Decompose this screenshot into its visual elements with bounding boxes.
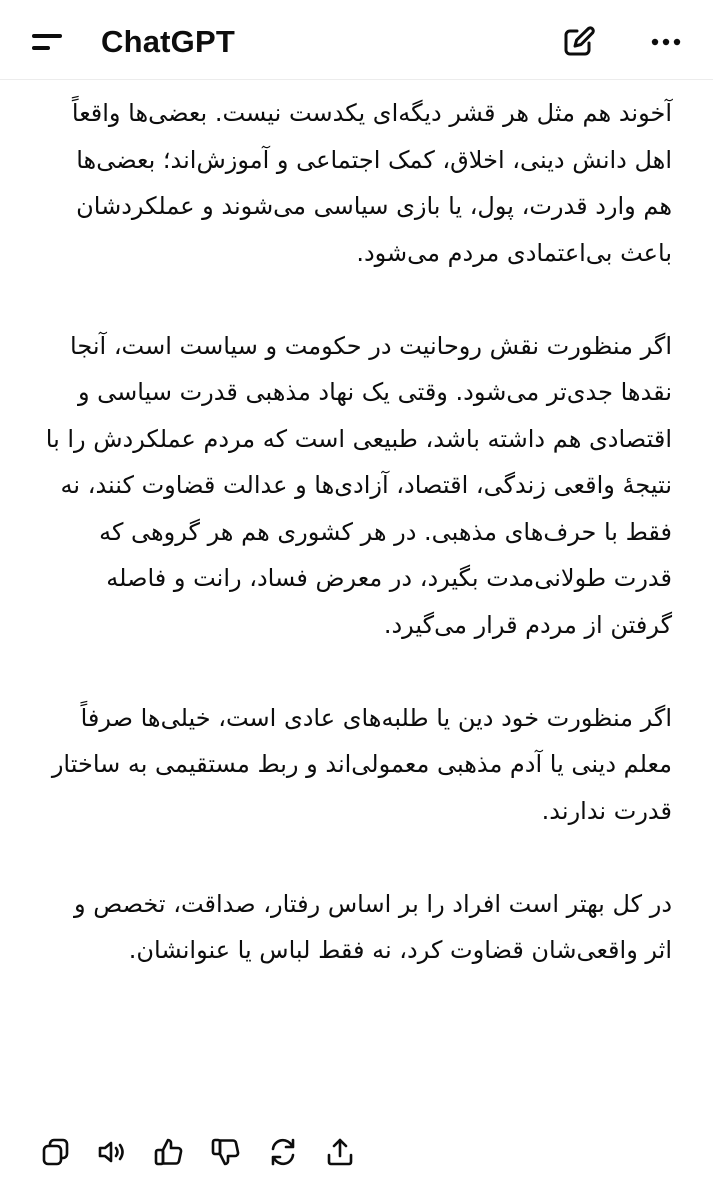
regenerate-button[interactable] [263,1130,303,1174]
more-icon [638,20,694,64]
share-icon [324,1136,356,1168]
read-aloud-icon [96,1136,128,1168]
new-chat-icon [556,20,602,64]
assistant-message [40,90,672,974]
thumbs-up-icon [153,1136,185,1168]
copy-button[interactable] [36,1130,76,1174]
bad-response-button[interactable] [206,1130,246,1174]
top-bar [0,0,713,80]
message-paragraph: اگر منظورت نقش روحانیت در حکومت و سیاست است، آنجا نقدها جدی‌تر می‌شود. وقتی یک نهاد مذهبی قدرت سیاسی و اقتصادی هم داشته باشد، طبیعی است که مردم عملکردش را با نتیجهٔ واقعی زندگی، اقتصاد، آزادی‌ها و عدالت قضاوت کنند، نه فقط با حرف‌های مذهبی. در هر کشوری هم هر گروهی که قدرت طولانی‌مدت بگیرد، در معرض فساد، رانت و فاصله گرفتن از مردم قرار می‌گیرد. [45,331,672,639]
share-button[interactable] [320,1130,360,1174]
new-chat-button[interactable] [556,20,602,64]
regenerate-icon [267,1136,299,1168]
menu-button[interactable] [22,22,72,62]
read-aloud-button[interactable] [92,1130,132,1174]
copy-icon [40,1136,72,1168]
app-title: ChatGPT [101,24,236,59]
message-actions [34,1130,374,1174]
message-paragraph: اگر منظورت خود دین یا طلبه‌های عادی است، خیلی‌ها صرفاً معلم دینی یا آدم مذهبی معمولی‌اند و ربط مستقیمی به ساختار قدرت ندارند. [51,703,672,825]
thumbs-down-icon [210,1136,242,1168]
good-response-button[interactable] [149,1130,189,1174]
more-options-button[interactable] [638,20,694,64]
message-paragraph: در کل بهتر است افراد را بر اساس رفتار، صداقت، تخصص و اثر واقعی‌شان قضاوت کرد، نه فقط لباس یا عنوانشان. [73,889,672,964]
message-paragraph: آخوند هم مثل هر قشر دیگه‌ای یکدست نیست. بعضی‌ها واقعاً اهل دانش دینی، اخلاق، کمک اجتماعی و آموزش‌اند؛ بعضی‌ها هم وارد قدرت، پول، یا بازی سیاسی می‌شوند و عملکردشان باعث بی‌اعتمادی مردم می‌شود. [71,99,672,267]
